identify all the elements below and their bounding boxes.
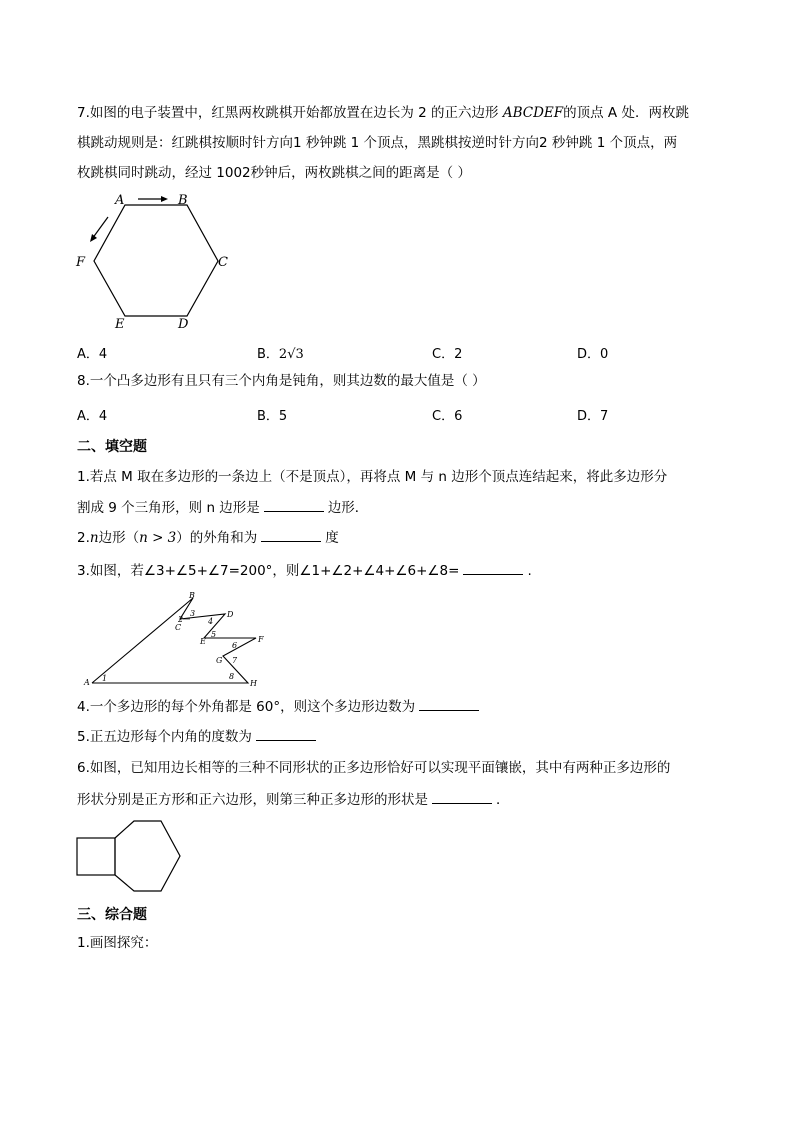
fill-q2-unit: 度 xyxy=(325,530,339,546)
q8-option-c: C．6 xyxy=(432,409,463,424)
q8-option-a: A．4 xyxy=(77,409,108,424)
q6-tiling-figure xyxy=(74,818,186,894)
section-3-heading: 三、综合题 xyxy=(77,907,147,923)
q7-hexagon-figure xyxy=(70,188,240,333)
fill-q2-answer-blank[interactable] xyxy=(261,527,321,542)
fill-q2 xyxy=(77,527,339,548)
fill-q3-text: 3.如图，若∠3+∠5+∠7=200°，则∠1+∠2+∠4+∠6+∠8= xyxy=(77,563,460,579)
q7-line-3: 枚跳棋同时跳动，经过 1002秒钟后，两枚跳棋之间的距离是（ ） xyxy=(77,165,471,181)
fill-q1-text-b: 边形． xyxy=(327,500,369,516)
hex-label-b: B xyxy=(178,193,188,208)
q7-option-d: D．0 xyxy=(577,347,609,362)
fig3-angle-1: 1 xyxy=(102,674,108,683)
fig3-angle-4: 4 xyxy=(208,617,214,626)
fig3-angle-5: 5 xyxy=(211,630,217,639)
fill-q3-answer-blank[interactable] xyxy=(463,560,523,575)
q7-option-a: A．4 xyxy=(77,347,108,362)
fig3-letter-h: H xyxy=(250,679,257,688)
hex-label-a: A xyxy=(115,193,125,208)
fig3-angle-8: 8 xyxy=(229,672,235,681)
fig3-letter-d: D xyxy=(227,610,234,619)
fill-q5 xyxy=(77,726,320,747)
section-2-heading: 二、填空题 xyxy=(77,439,147,455)
fill-q6-text-a: 形状分别是正方形和正六边形，则第三种正多边形的形状是 xyxy=(77,792,428,808)
fill-q2-number: 2. xyxy=(77,530,90,546)
fill-q1-line-2 xyxy=(77,497,368,518)
q8-option-d: D．7 xyxy=(577,409,609,424)
fill-q2-condition: n > 3 xyxy=(139,530,177,546)
fill-q1-text-a: 割成 9 个三角形，则 n 边形是 xyxy=(77,500,260,516)
q8-text: 8.一个凸多边形有且只有三个内角是钝角，则其边数的最大值是（ ） xyxy=(77,373,486,389)
hex-label-d: D xyxy=(178,317,189,332)
q7-option-b xyxy=(257,343,304,362)
q3-zigzag-figure xyxy=(80,586,280,690)
fill-q3 xyxy=(77,560,532,581)
fig3-angle-6: 6 xyxy=(232,641,238,650)
q7-text-c: 的顶点 A 处．两枚跳 xyxy=(563,105,689,121)
fill-q4 xyxy=(77,696,483,717)
hex-label-c: C xyxy=(218,255,228,270)
q7-line-1 xyxy=(77,103,689,123)
q7-text-a: 7.如图的电子装置中，红黑两枚跳棋开始都放置在边长为 2 的正六边形 xyxy=(77,105,503,121)
fill-q3-period: . xyxy=(527,563,532,579)
fill-q6-period: ． xyxy=(496,792,510,808)
fill-q4-text: 4.一个多边形的每个外角都是 60°，则这个多边形边数为 xyxy=(77,699,416,715)
fig3-letter-c: C xyxy=(175,623,182,632)
comp-q1: 1.画图探究： xyxy=(77,935,158,951)
fill-q6-line-1: 6.如图，已知用边长相等的三种不同形状的正多边形恰好可以实现平面镶嵌，其中有两种正多边形的 xyxy=(77,760,671,776)
fill-q1-answer-blank[interactable] xyxy=(264,497,324,512)
fill-q6-line-2 xyxy=(77,789,510,810)
fill-q5-text: 5.正五边形每个内角的度数为 xyxy=(77,729,252,745)
q7-line-2: 棋跳动规则是：红跳棋按顺时针方向1 秒钟跳 1 个顶点，黑跳棋按逆时针方向2 秒钟跳 1 个顶点，两 xyxy=(77,135,678,151)
fill-q2-n: n xyxy=(89,530,99,546)
fig3-letter-g: G xyxy=(216,656,223,665)
fig3-letter-a: A xyxy=(84,678,90,687)
fill-q5-answer-blank[interactable] xyxy=(256,726,316,741)
fig3-letter-b: B xyxy=(189,591,195,600)
q7-option-b-value: 2√3 xyxy=(278,347,304,362)
hex-label-f: F xyxy=(76,255,86,270)
fig3-angle-7: 7 xyxy=(232,656,238,665)
fill-q2-text-c: ）的外角和为 xyxy=(176,530,258,546)
hex-label-e: E xyxy=(115,317,125,332)
fig3-angle-2: 2 xyxy=(178,615,184,624)
fig3-angle-3: 3 xyxy=(190,609,196,618)
fill-q2-text-b: 边形（ xyxy=(98,530,140,546)
q7-hexagon-name: ABCDEF xyxy=(502,105,564,121)
fill-q6-answer-blank[interactable] xyxy=(432,789,492,804)
q7-option-b-label: B． xyxy=(257,347,279,362)
fill-q4-answer-blank[interactable] xyxy=(419,696,479,711)
q8-option-b: B．5 xyxy=(257,409,288,424)
fill-q1-line-1: 1.若点 M 取在多边形的一条边上（不是顶点），再将点 M 与 n 边形个顶点连结起来，将此多边形分 xyxy=(77,469,668,485)
fig3-letter-e: E xyxy=(200,637,206,646)
q7-option-c: C．2 xyxy=(432,347,463,362)
fig3-letter-f: F xyxy=(258,635,264,644)
